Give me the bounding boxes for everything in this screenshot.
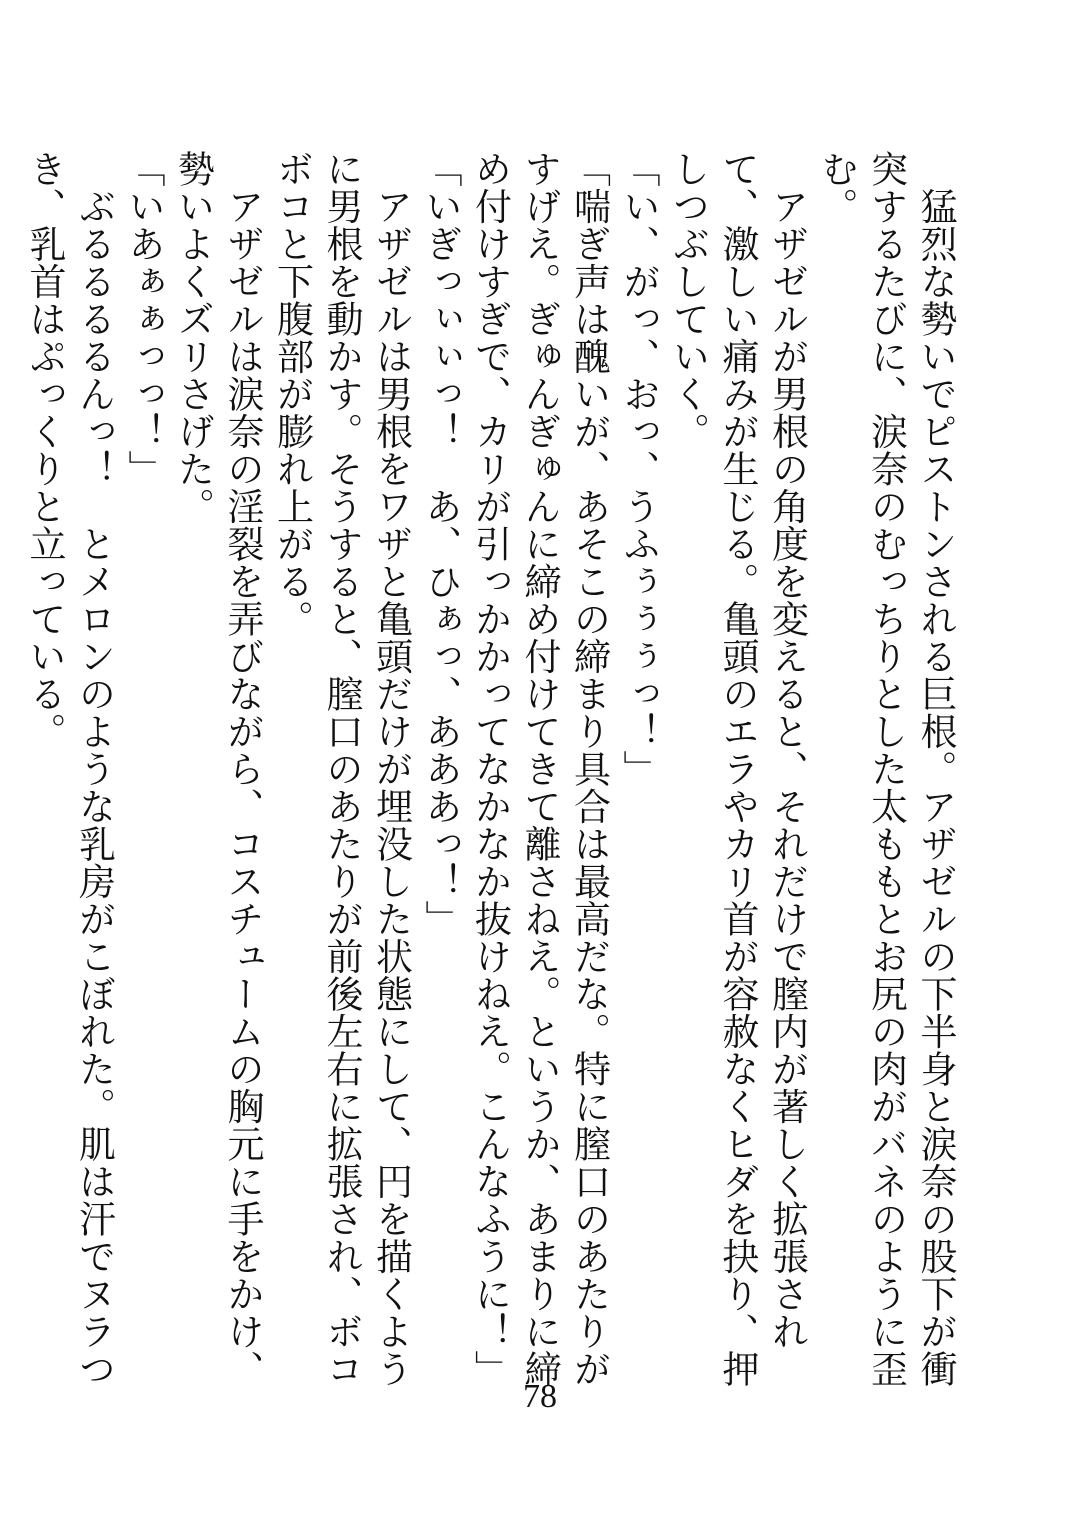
page-number: 78 [523,1378,557,1415]
dialogue-line: 「いあぁぁっっ！」 [122,150,165,488]
dialogue-line: 「い、がっ、おっ、うふぅぅぅっ！」 [617,150,660,788]
dialogue-line: 「喘ぎ声は醜いが、あそこの締まり具合は最高だな。特に膣口のあたりがすげえ。ぎゅんぎゅんに締め付けてきて離さねえ。というか、あまりに締め付けすぎで、カリが引っかかってなかなか抜けねえ。こんなふうに！」 [468,150,611,1388]
paragraph: ぶるるるるんっ！ とメロンのような乳房がこぼれた。肌は汗でヌラつき、乳首はぷっくりと立っている。 [23,150,116,1388]
dialogue-line: 「いぎっぃぃっ！ あ、ひぁっ、あああっ！」 [419,150,462,938]
paragraph: アザゼルが男根の角度を変えると、それだけで膣内が著しく拡張されて、激しい痛みが生じる。亀頭のエラやカリ首が容赦なくヒダを抉り、押しつぶしていく。 [666,150,809,1388]
body-text [23,150,960,1410]
paragraph: アザゼルは涙奈の淫裂を弄びながら、コスチュームの胸元に手をかけ、勢いよくズリさげた。 [171,150,264,1388]
paragraph: アザゼルは男根をワザと亀頭だけが埋没した状態にして、円を描くように男根を動かす。そうすると、膣口のあたりが前後左右に拡張され、ボコボコと下腹部が膨れ上がる。 [270,150,413,1388]
paragraph: 猛烈な勢いでピストンされる巨根。アザゼルの下半身と涙奈の股下が衝突するたびに、涙奈のむっちりとした太ももとお尻の肉がバネのように歪む。 [815,150,957,1388]
